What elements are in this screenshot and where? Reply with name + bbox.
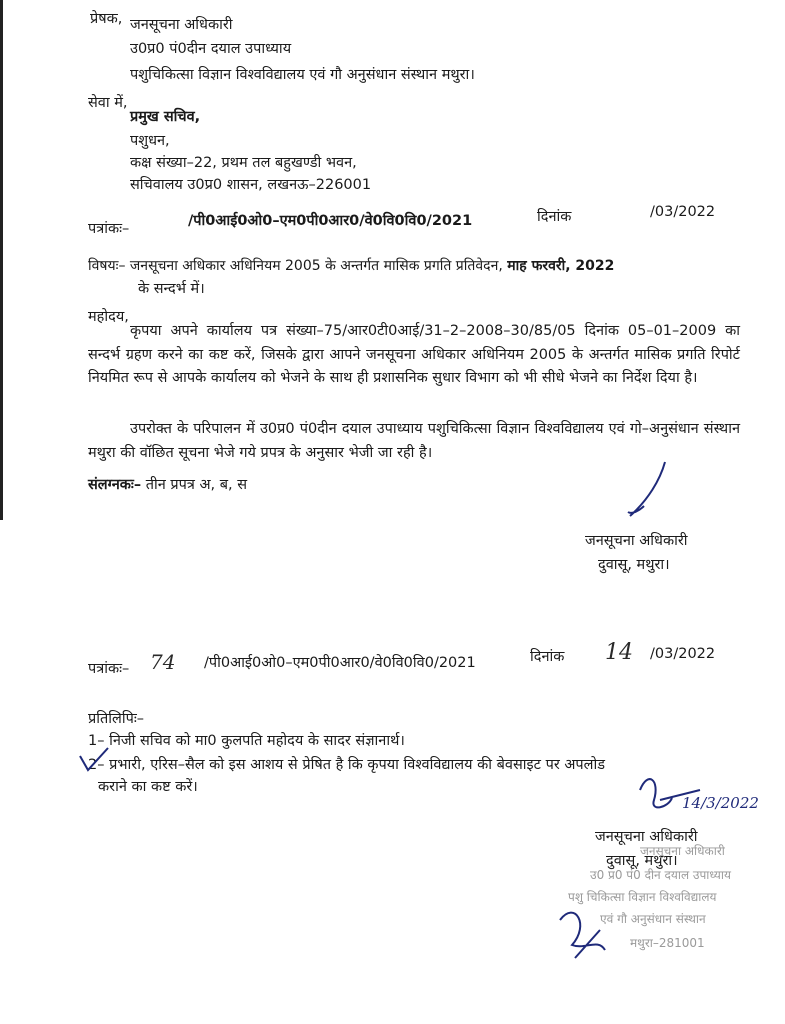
cc-item-2-line1: 2– प्रभारी, एरिस–सैल को इस आशय से प्रेषित है कि कृपया विश्वविद्यालय की बेवसाइट पर अपलोड bbox=[88, 757, 606, 773]
copy-date-handwritten-day: 14 bbox=[605, 640, 633, 665]
salutation: महोदय, bbox=[88, 309, 129, 325]
copy-signature-title: जनसूचना अधिकारी bbox=[595, 829, 698, 845]
recipient-department: पशुधन, bbox=[130, 133, 170, 149]
copy-date-value: /03/2022 bbox=[650, 646, 716, 662]
body-paragraph-1: कृपया अपने कार्यालय पत्र संख्या–75/आर0टी0आई/31–2–2008–30/85/05 दिनांक 05–01–2009 का सन्दर्भ ग्रहण करने का कष्ट करें, जिसके द्वारा आपने जनसूचना अधिकार अधिनियम 2005 के अन्तर्गत मासिक प्रगति रिपोर्ट नियमित रूप से आपके कार्यालय को भेजने के साथ ही प्रशासनिक सुधार विभाग को भी सीधे भेजने का निर्देश दिया है। bbox=[88, 323, 740, 386]
enclosure-text: तीन प्रपत्र अ, ब, स bbox=[145, 477, 248, 493]
enclosure-label: संलग्नकः– bbox=[88, 477, 142, 493]
ref-label: पत्रांकः– bbox=[88, 221, 130, 237]
signature-title: जनसूचना अधिकारी bbox=[585, 533, 688, 549]
recipient-address-line2: सचिवालय उ0प्र0 शासन, लखनऊ–226001 bbox=[130, 177, 372, 193]
copy-ref-label: पत्रांकः– bbox=[88, 661, 130, 677]
stamp-line-3: पशु चिकित्सा विज्ञान विश्वविद्यालय bbox=[568, 890, 717, 904]
copy-ref-handwritten-number: 74 bbox=[150, 650, 176, 674]
stamp-line-2: उ0 प्र0 पं0 दीन दयाल उपाध्याय bbox=[590, 868, 731, 882]
copy-date-label: दिनांक bbox=[530, 649, 565, 665]
sender-title: जनसूचना अधिकारी bbox=[130, 17, 233, 33]
subject-line-2: के सन्दर्भ में। bbox=[138, 281, 205, 297]
stamp-line-5: मथुरा–281001 bbox=[630, 936, 705, 950]
recipient-title: प्रमुख सचिव, bbox=[130, 109, 201, 125]
to-label: सेवा में, bbox=[88, 95, 128, 111]
body-paragraph-2: उपरोक्त के परिपालन में उ0प्र0 पं0दीन दयाल उपाध्याय पशुचिकित्सा विज्ञान विश्वविद्यालय एवं गो–अनुसंधान संस्थान मथुरा की वॉछित सूचना भेजे गये प्रपत्र के अनुसार भेजी जा रही है। bbox=[88, 421, 740, 461]
signature-place: दुवासू, मथुरा। bbox=[598, 557, 670, 573]
date-label: दिनांक bbox=[537, 209, 572, 225]
signature-date-handwritten: 14/3/2022 bbox=[682, 794, 759, 812]
copy-signature-place: दुवासू, मथुरा। bbox=[606, 853, 678, 869]
copy-ref-number: /पी0आई0ओ0–एम0पी0आर0/वे0वि0वि0/2021 bbox=[204, 655, 476, 671]
cc-item-1: 1– निजी सचिव को मा0 कुलपति महोदय के सादर संज्ञानार्थ। bbox=[88, 733, 405, 749]
sender-university-line2: पशुचिकित्सा विज्ञान विश्वविद्यालय एवं गौ अनुसंधान संस्थान मथुरा। bbox=[130, 67, 475, 83]
date-value: /03/2022 bbox=[650, 204, 716, 220]
cc-label: प्रतिलिपिः– bbox=[88, 711, 145, 727]
cc-item-2-line2: कराने का कष्ट करें। bbox=[98, 779, 198, 795]
stamp-line-1: जनसूचना अधिकारी bbox=[640, 844, 725, 858]
from-label: प्रेषक, bbox=[90, 11, 123, 27]
stamp-line-4: एवं गौ अनुसंधान संस्थान bbox=[600, 912, 706, 926]
sender-university-line1: उ0प्र0 पं0दीन दयाल उपाध्याय bbox=[130, 41, 292, 57]
subject-text: जनसूचना अधिकार अधिनियम 2005 के अन्तर्गत मासिक प्रगति प्रतिवेदन, bbox=[129, 258, 503, 274]
ref-number: /पी0आई0ओ0–एम0पी0आर0/वे0वि0वि0/2021 bbox=[188, 213, 473, 229]
subject-month: माह फरवरी, 2022 bbox=[507, 258, 615, 274]
subject-label: विषयः– bbox=[88, 258, 126, 274]
recipient-address-line1: कक्ष संख्या–22, प्रथम तल बहुखण्डी भवन, bbox=[130, 155, 357, 171]
